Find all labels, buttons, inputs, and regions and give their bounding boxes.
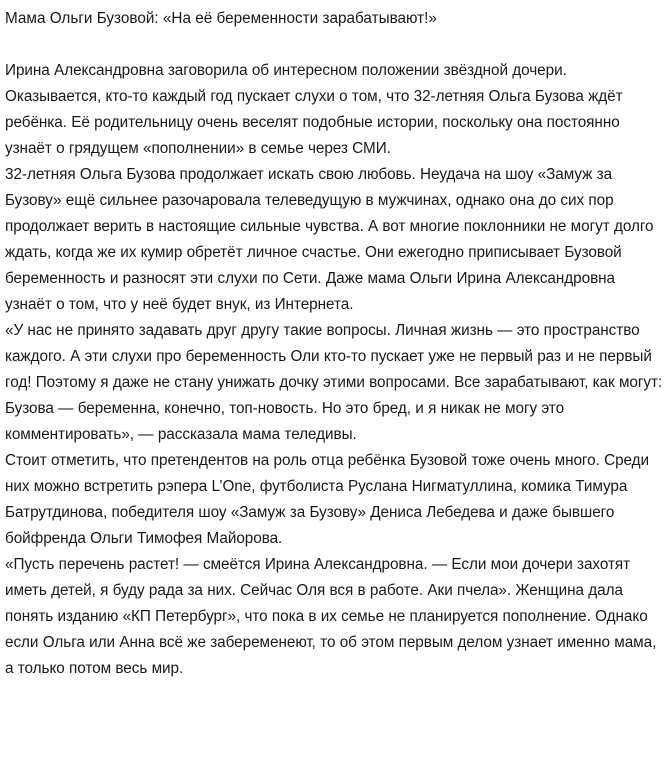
article-paragraph: Стоит отметить, что претендентов на роль отца ребёнка Бузовой тоже очень много. Среди них можно встретить рэпера L’One, футболиста Руслана Нигматуллина, комика Тимура Батрутдинова, победителя шоу «Замуж за Бузову» Дениса Лебедева и даже бывшего бойфренда Ольги Тимофея Майорова. <box>5 452 650 547</box>
article-paragraph-quote: «У нас не принято задавать друг другу такие вопросы. Личная жизнь — это пространство каждого. А эти слухи про беременность Оли кто-то пускает уже не первый раз и не первый год! Поэтому я даже не стану унижать дочку этими вопросами. Все зарабатывают, как могут: Бузова — беременна, конечно, топ-новость. Но это бред, и я никак не могу это комментировать», — рассказала мама теледивы. <box>5 322 663 443</box>
article-paragraph: 32-летняя Ольга Бузова продолжает искать свою любовь. Неудача на шоу «Замуж за Бузову» ещё сильнее разочаровала телеведущую в мужчинах, однако она до сих пор продолжает верить в настоящие сильные чувства. А вот многие поклонники не могут долго ждать, когда же их кумир обретёт личное счастье. Они ежегодно приписывает Бузовой беременность и разносят эти слухи по Сети. Даже мама Ольги Ирина Александровна узнаёт о том, что у неё будет внук, из Интернета. <box>5 166 654 313</box>
article-paragraph: Ирина Александровна заговорила об интересном положении звёздной дочери. Оказывается, кто-то каждый год пускает слухи о том, что 32-летняя Ольга Бузова ждёт ребёнка. Её родительницу очень веселят подобные истории, поскольку она постоянно узнаёт о грядущем «пополнении» в семье через СМИ. <box>5 62 623 157</box>
article-paragraphs <box>5 58 664 682</box>
article-paragraph-quote: «Пусть перечень растет! — смеётся Ирина Александровна. — Если мои дочери захотят иметь детей, я буду рада за них. Сейчас Оля вся в работе. Аки пчела». Женщина дала понять изданию «КП Петербург», что пока в их семье не планируется пополнение. Однако если Ольга или Анна всё же забеременеют, то об этом первым делом узнает именно мама, а только потом весь мир. <box>5 556 657 677</box>
page-title: Мама Ольги Бузовой: «На её беременности зарабатывают!» <box>5 10 437 27</box>
